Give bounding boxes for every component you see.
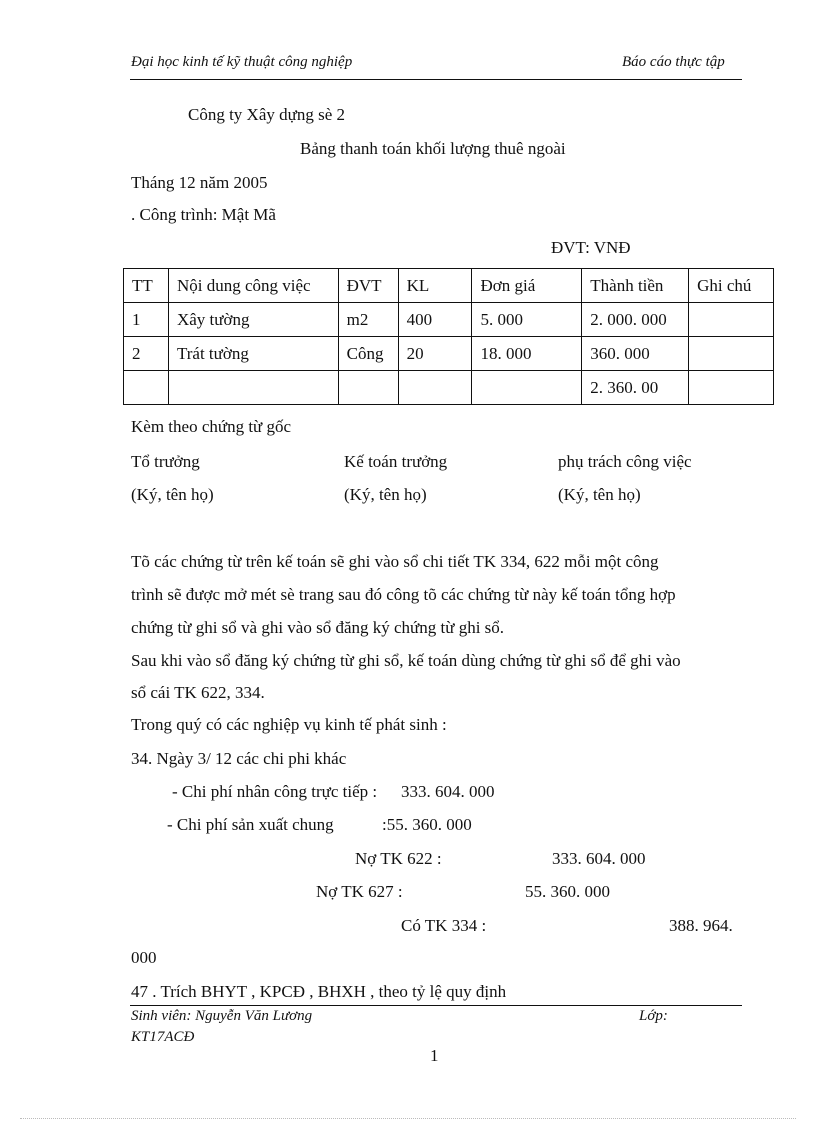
company-name: Công ty Xây dựng sè 2 [188, 105, 346, 124]
table-cell: 1 [124, 303, 169, 337]
currency-unit: ĐVT: VNĐ [551, 238, 631, 257]
table-cell [472, 371, 582, 405]
table-total-row [124, 371, 774, 405]
table-cell [689, 337, 774, 371]
signature-role-chief-accountant: Kế toán trưởng [344, 452, 448, 471]
table-cell [398, 371, 472, 405]
table-cell: m2 [338, 303, 398, 337]
table-cell [124, 371, 169, 405]
table-header-cell: ĐVT [338, 269, 398, 303]
table-cell: Trát tường [168, 337, 338, 371]
table-cell [338, 371, 398, 405]
entry-47-title: 47 . Trích BHYT , KPCĐ , BHXH , theo tỷ lệ quy định [131, 982, 507, 1001]
table-cell: Công [338, 337, 398, 371]
signature-note: (Ký, tên họ) [344, 485, 427, 504]
footer-class-code: KT17ACĐ [131, 1029, 195, 1045]
posting-account: Nợ TK 622 : [355, 849, 442, 868]
footer-rule [130, 1005, 742, 1006]
document-title: Bảng thanh toán khối lượng thuê ngoài [300, 139, 566, 158]
project-line: . Công trình: Mật Mã [131, 205, 276, 224]
entry-34-item-label: - Chi phí nhân công trực tiếp : [172, 782, 378, 801]
table-row [124, 303, 774, 337]
posting-amount: 55. 360. 000 [525, 882, 610, 901]
signature-role-supervisor: phụ trách công việc [558, 452, 692, 471]
posting-account: Có TK 334 : [401, 916, 487, 935]
table-cell: 400 [398, 303, 472, 337]
posting-amount: 388. 964. [669, 916, 733, 935]
posting-amount-wrap: 000 [131, 948, 157, 967]
table-header-cell: TT [124, 269, 169, 303]
table-header-cell: KL [398, 269, 472, 303]
table-cell [689, 371, 774, 405]
paragraph-line: Tõ các chứng từ trên kế toán sẽ ghi vào sổ chi tiết TK 334, 622 mỗi một công [131, 552, 659, 571]
header-rule [130, 79, 742, 80]
table-cell: Xây tường [168, 303, 338, 337]
signature-note: (Ký, tên họ) [131, 485, 214, 504]
paragraph-line: Trong quý có các nghiệp vụ kinh tế phát sinh : [131, 715, 447, 734]
paragraph-line: trình sẽ được mở mét sè trang sau đó công tõ các chứng từ này kế toán tổng hợp [131, 585, 676, 604]
page-bottom-border [20, 1118, 796, 1119]
table-cell: 18. 000 [472, 337, 582, 371]
paragraph-line: sổ cái TK 622, 334. [131, 683, 265, 702]
header-report-type: Báo cáo thực tập [622, 54, 725, 70]
table-cell [689, 303, 774, 337]
attached-docs-note: Kèm theo chứng từ gốc [131, 417, 292, 436]
signature-role-team-leader: Tổ trưởng [131, 452, 200, 471]
table-header-cell: Ghi chú [689, 269, 774, 303]
footer-class-label: Lớp: [639, 1008, 668, 1024]
paragraph-line: Sau khi vào sổ đăng ký chứng từ ghi sổ, kế toán dùng chứng từ ghi sổ để ghi vào [131, 651, 681, 670]
table-cell: 2. 000. 000 [582, 303, 689, 337]
page-number: 1 [430, 1046, 439, 1065]
posting-account: Nợ TK 627 : [316, 882, 403, 901]
table-cell: 20 [398, 337, 472, 371]
signature-note: (Ký, tên họ) [558, 485, 641, 504]
table-cell [168, 371, 338, 405]
entry-34-item-value: :55. 360. 000 [382, 815, 472, 834]
table-header-cell: Thành tiền [582, 269, 689, 303]
table-total-cell: 2. 360. 00 [582, 371, 689, 405]
header-school: Đại học kinh tế kỹ thuật công nghiệp [131, 54, 353, 70]
table-header-cell: Đơn giá [472, 269, 582, 303]
entry-34-item-label: - Chi phí sản xuất chung [167, 815, 334, 834]
table-cell: 360. 000 [582, 337, 689, 371]
payment-table [123, 268, 774, 405]
footer-student: Sinh viên: Nguyễn Văn Lương [131, 1008, 313, 1024]
entry-34-item-value: 333. 604. 000 [401, 782, 495, 801]
table-row [124, 337, 774, 371]
table-cell: 2 [124, 337, 169, 371]
posting-amount: 333. 604. 000 [552, 849, 646, 868]
paragraph-line: chứng từ ghi sổ và ghi vào sổ đăng ký chứng từ ghi sổ. [131, 618, 505, 637]
table-cell: 5. 000 [472, 303, 582, 337]
table-header-row [124, 269, 774, 303]
table-header-cell: Nội dung công việc [168, 269, 338, 303]
month-line: Tháng 12 năm 2005 [131, 173, 268, 192]
entry-34-title: 34. Ngày 3/ 12 các chi phi khác [131, 749, 347, 768]
